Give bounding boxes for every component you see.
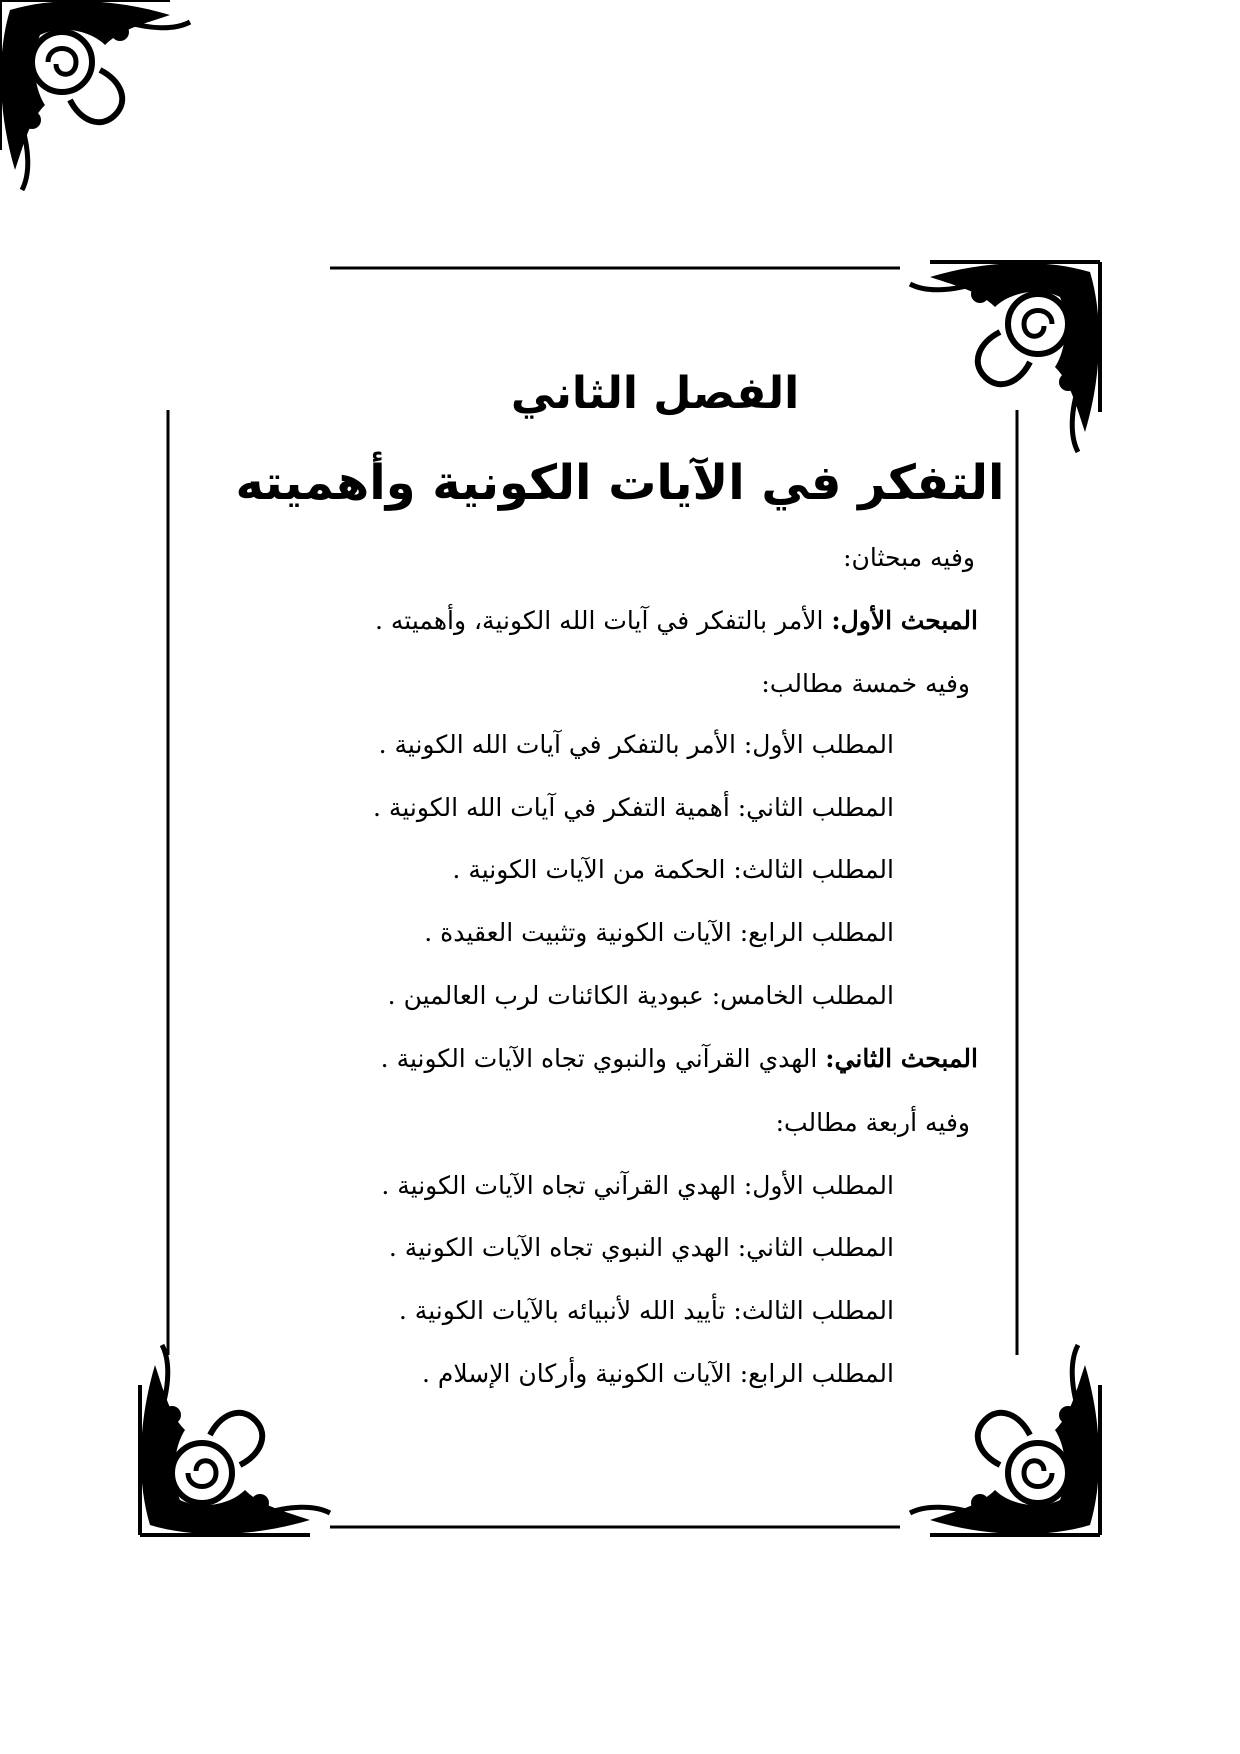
section-1-intro: وفيه خمسة مطالب: [761, 669, 970, 698]
section-1-item-2: المطلب الثاني: أهمية التفكر في آيات الله الكونية . [373, 793, 894, 822]
section-2-title: الهدي القرآني والنبوي تجاه الآيات الكونية . [380, 1044, 818, 1073]
section-2-intro: وفيه أربعة مطالب: [775, 1108, 970, 1137]
section-1-item-4: المطلب الرابع: الآيات الكونية وتثبيت العقيدة . [424, 918, 894, 947]
main-title: التفكر في الآيات الكونية وأهميته [235, 455, 1005, 511]
section-1-title: الأمر بالتفكر في آيات الله الكونية، وأهميته . [374, 606, 824, 635]
section-1-label: المبحث الأول: [831, 606, 978, 635]
section-2-label: المبحث الثاني: [825, 1044, 978, 1073]
section-2-item-4: المطلب الرابع: الآيات الكونية وأركان الإسلام . [422, 1359, 894, 1388]
section-1-item-5: المطلب الخامس: عبودية الكائنات لرب العالمين . [387, 981, 894, 1010]
section-2-item-2: المطلب الثاني: الهدي النبوي تجاه الآيات الكونية . [388, 1233, 894, 1262]
section-1-heading [375, 603, 978, 639]
section-1-item-1: المطلب الأول: الأمر بالتفكر في آيات الله الكونية . [378, 730, 894, 759]
chapter-title: الفصل الثاني [510, 368, 800, 419]
sections-intro: وفيه مبحثان: [843, 543, 975, 572]
section-2-item-3: المطلب الثالث: تأييد الله لأنبيائه بالآيات الكونية . [398, 1296, 894, 1325]
section-2-item-1: المطلب الأول: الهدي القرآني تجاه الآيات الكونية . [381, 1171, 894, 1200]
section-1-item-3: المطلب الثالث: الحكمة من الآيات الكونية . [452, 855, 894, 884]
section-2-heading [381, 1041, 978, 1077]
